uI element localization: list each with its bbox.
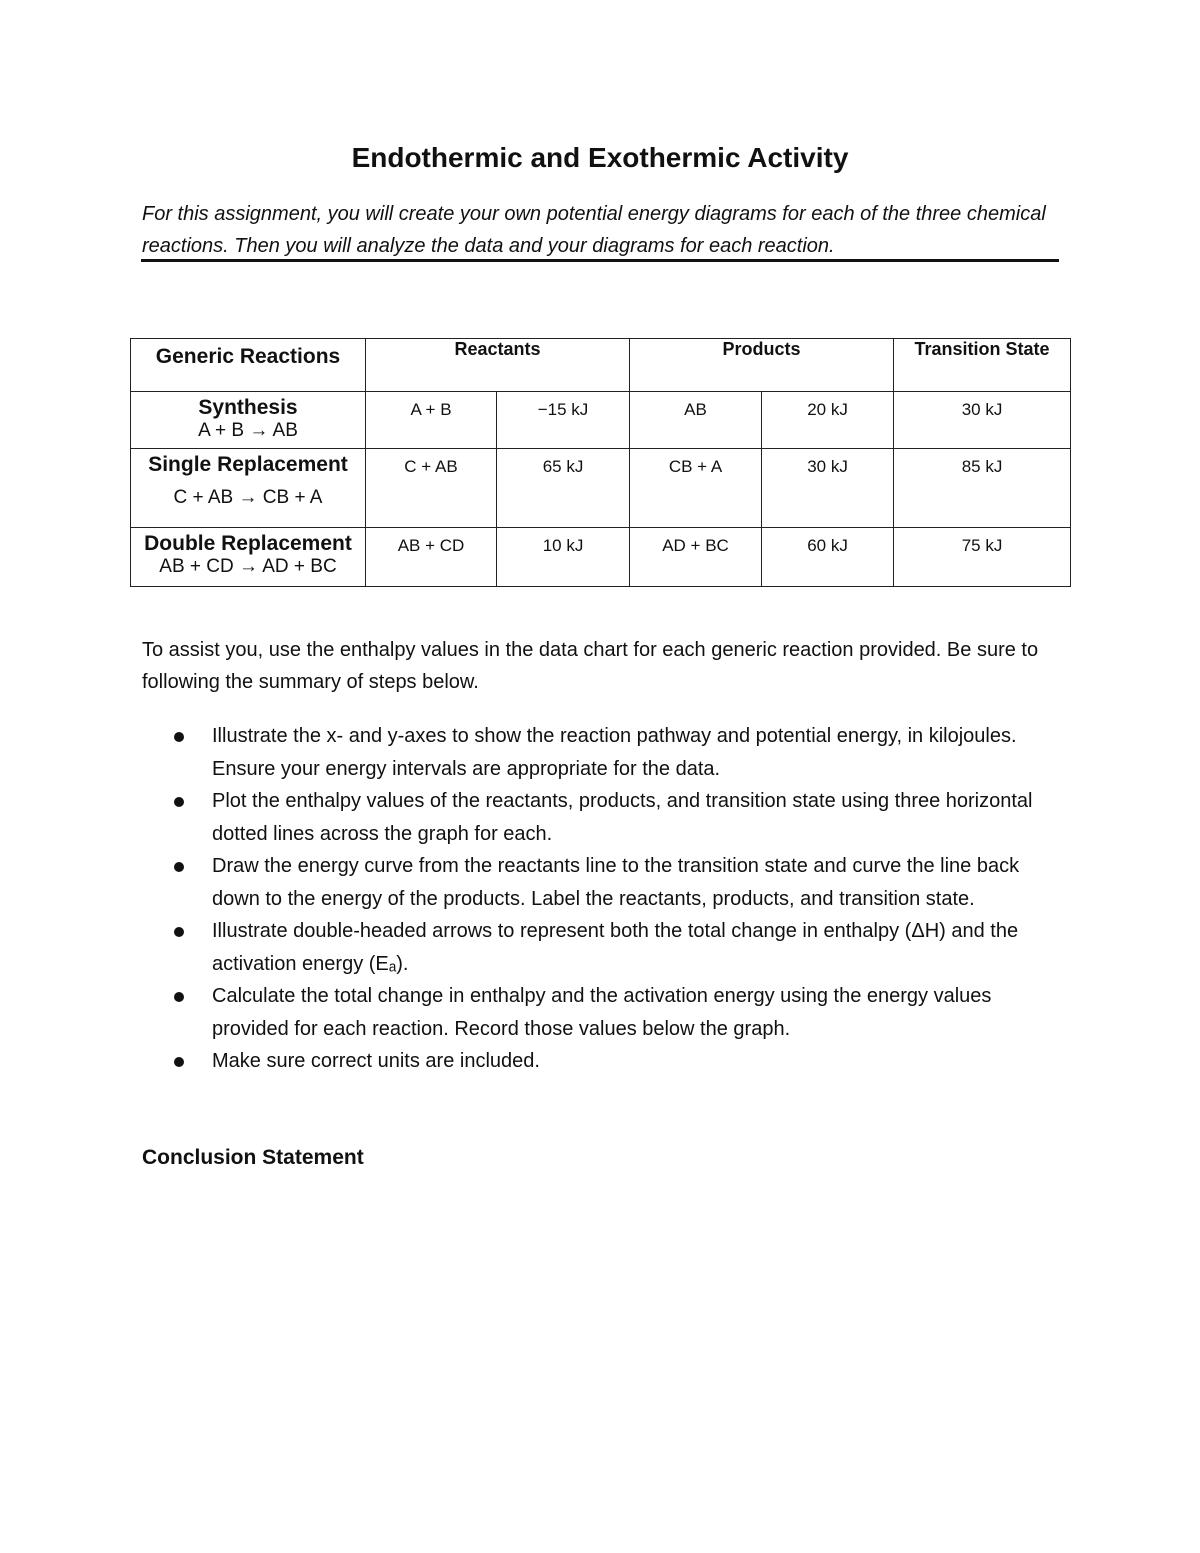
reactants-value: A + B: [410, 400, 452, 419]
reaction-name: Single Replacement: [148, 453, 348, 476]
intro-underline: [141, 259, 1059, 262]
bullet-icon: [174, 1057, 184, 1067]
products-cell: [630, 528, 762, 587]
product-energy-value: 30 kJ: [807, 457, 848, 476]
intro-paragraph: For this assignment, you will create your own potential energy diagrams for each of the three chemical reactions. Then you will analyze the data and your diagrams for each reaction.: [142, 203, 1046, 257]
transition-state-cell: [894, 528, 1071, 587]
reaction-cell: [131, 449, 366, 528]
bullet-icon: [174, 862, 184, 872]
step-text: Calculate the total change in enthalpy and the activation energy using the energy values provided for each reaction. Record those values below the graph.: [212, 985, 992, 1040]
table-row: [131, 449, 1071, 528]
steps-list: [142, 720, 1062, 1078]
step-text: Illustrate the x- and y-axes to show the reaction pathway and potential energy, in kilojoules. Ensure your energy intervals are appropriate for the data.: [212, 725, 1017, 780]
reactant-energy-cell: [497, 528, 630, 587]
products-cell: [630, 392, 762, 449]
table-row: [131, 528, 1071, 587]
transition-state-cell: [894, 449, 1071, 528]
product-energy-value: 20 kJ: [807, 400, 848, 419]
step-text: Plot the enthalpy values of the reactants, products, and transition state using three horizontal dotted lines across the graph for each.: [212, 790, 1033, 845]
reactant-energy-value: 10 kJ: [542, 536, 584, 555]
reactants-cell: [366, 392, 497, 449]
reactant-energy-cell: [497, 392, 630, 449]
assist-paragraph: To assist you, use the enthalpy values in the data chart for each generic reaction provided. Be sure to following the summary of steps below.: [142, 639, 1039, 693]
reactants-value: C + AB: [404, 457, 458, 476]
reaction-equation: AB + CD → AD + BC: [159, 556, 337, 577]
list-item: [142, 850, 1062, 915]
product-energy-cell: [762, 392, 894, 449]
product-energy-cell: [762, 528, 894, 587]
list-item: [142, 915, 1062, 980]
transition-state-value: 30 kJ: [961, 400, 1003, 419]
reactant-energy-value: 65 kJ: [542, 457, 584, 476]
reaction-equation: A + B → AB: [198, 420, 298, 441]
list-item: [142, 1045, 1062, 1078]
reaction-cell: [131, 528, 366, 587]
list-item: [142, 785, 1062, 850]
product-energy-cell: [762, 449, 894, 528]
bullet-icon: [174, 992, 184, 1002]
product-energy-value: 60 kJ: [807, 536, 848, 555]
bullet-icon: [174, 732, 184, 742]
reactants-value: AB + CD: [397, 536, 465, 555]
products-value: AB: [684, 400, 707, 419]
products-cell: [630, 449, 762, 528]
reaction-name: Synthesis: [198, 396, 298, 419]
table-row: [131, 392, 1071, 449]
transition-state-value: 75 kJ: [961, 536, 1003, 555]
reaction-equation: C + AB → CB + A: [173, 487, 323, 508]
bullet-icon: [174, 797, 184, 807]
header-products: Products: [630, 339, 894, 392]
products-value: CB + A: [668, 457, 723, 476]
reactant-energy-cell: [497, 449, 630, 528]
conclusion-heading: Conclusion Statement: [142, 1146, 364, 1169]
page-title: Endothermic and Exothermic Activity: [351, 142, 849, 173]
header-generic-reactions: Generic Reactions: [131, 339, 366, 392]
table-header-row: [131, 339, 1071, 392]
bullet-icon: [174, 927, 184, 937]
reactants-cell: [366, 528, 497, 587]
list-item: [142, 980, 1062, 1045]
transition-state-cell: [894, 392, 1071, 449]
reaction-data-table: [130, 338, 1071, 587]
step-text: Illustrate double-headed arrows to represent both the total change in enthalpy (ΔH) and the activation energy (Eₐ).: [212, 920, 1019, 975]
reactants-cell: [366, 449, 497, 528]
products-value: AD + BC: [662, 536, 729, 555]
header-transition-state: Transition State: [894, 339, 1071, 392]
step-text: Make sure correct units are included.: [212, 1050, 540, 1072]
transition-state-value: 85 kJ: [961, 457, 1003, 476]
list-item: [142, 720, 1062, 785]
reaction-name: Double Replacement: [144, 532, 352, 555]
header-reactants: Reactants: [366, 339, 630, 392]
step-text: Draw the energy curve from the reactants line to the transition state and curve the line back down to the energy of the products. Label the reactants, products, and transition state.: [212, 855, 1020, 910]
reaction-cell: [131, 392, 366, 449]
reactant-energy-value: −15 kJ: [537, 400, 589, 419]
